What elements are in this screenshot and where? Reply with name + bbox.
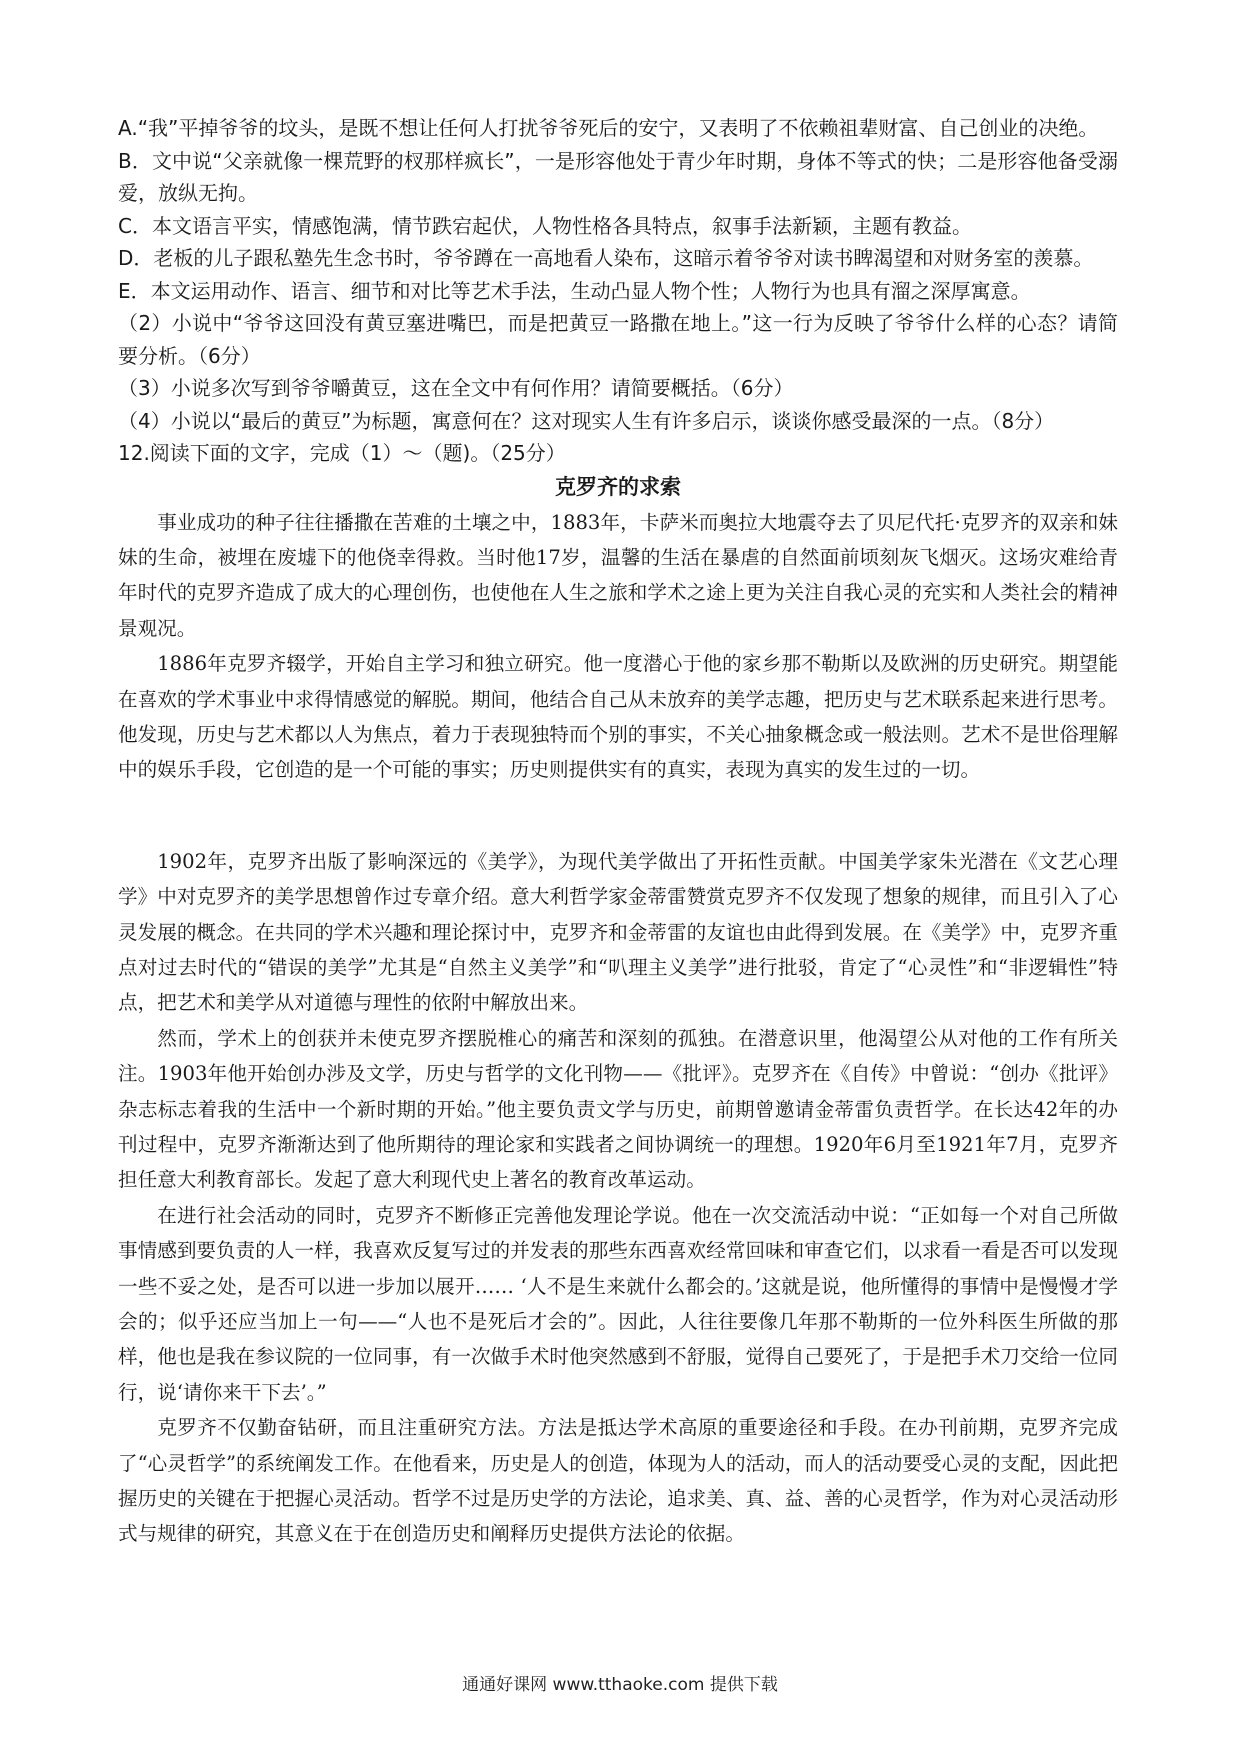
option-e: E．本文运用动作、语言、细节和对比等艺术手法，生动凸显人物个性；人物行为也具有溜之深厚寓意。 — [118, 278, 1031, 303]
passage-paragraph: 事业成功的种子往往播撒在苦难的土壤之中，1883年，卡萨米而奥拉大地震夺去了贝尼代托·克罗齐的双亲和妹妹的生命，被埋在废墟下的他侥幸得救。当时他17岁，温馨的生活在暴虐的自然面前顷刻灰飞烟灭。这场灾难给青年时代的克罗齐造成了成大的心理创伤，也使他在人生之旅和学术之途上更为关注自我心灵的充实和人类社会的精神景观况。 — [118, 510, 1118, 640]
option-a: A.“我”平掉爷爷的坟头，是既不想让任何人打扰爷爷死后的安宁，又表明了不依赖祖辈财富、自己创业的决绝。 — [118, 116, 1099, 140]
passage-paragraph: 克罗齐不仅勤奋钻研，而且注重研究方法。方法是抵达学术高原的重要途径和手段。在办刊前期，克罗齐完成了“心灵哲学”的系统阐发工作。在他看来，历史是人的创造，体现为人的活动，而人的活动要受心灵的支配，因此把握历史的关键在于把握心灵活动。哲学不过是历史学的方法论，追求美、真、益、善的心灵哲学，作为对心灵活动形式与规律的研究，其意义在于在创造历史和阐释历史提供方法论的依据。 — [118, 1416, 1118, 1546]
subquestion-4: （4）小说以“最后的黄豆”为标题，寓意何在？这对现实人生有许多启示，谈谈你感受最深的一点。（8分） — [118, 408, 1055, 433]
question-11-block — [118, 112, 1118, 470]
question-12-prompt: 12.阅读下面的文字，完成（1）～（题)。（25分） — [118, 441, 566, 465]
page-footer: 通通好课网 www.tthaoke.com 提供下载 — [462, 1675, 778, 1695]
option-d: D．老板的儿子跟私塾先生念书时，爷爷蹲在一高地看人染布，这暗示着爷爷对读书睥渴望和对财务室的羡慕。 — [118, 246, 1094, 270]
passage-paragraph: 然而，学术上的创获并未使克罗齐摆脱椎心的痛苦和深刻的孤独。在潜意识里，他渴望公从对他的工作有所关注。1903年他开始创办涉及文学，历史与哲学的文化刊物——《批评》。克罗齐在《自传》中曾说：“创办《批评》杂志标志着我的生活中一个新时期的开始。”他主要负责文学与历史，前期曾邀请金蒂雷负责哲学。在长达42年的办刊过程中，克罗齐渐渐达到了他所期待的理论家和实践者之间协调统一的理想。1920年6月至1921年7月，克罗齐担任意大利教育部长。发起了意大利现代史上著名的教育改革运动。 — [118, 1026, 1118, 1192]
subquestion-3: （3）小说多次写到爷爷嚼黄豆，这在全文中有何作用？请简要概括。（6分） — [118, 376, 794, 400]
passage-paragraph: 在进行社会活动的同时，克罗齐不断修正完善他发理论学说。他在一次交流活动中说：“正如每一个对自己所做事情感到要负责的人一样，我喜欢反复写过的并发表的那些东西喜欢经常回味和审查它们，以求看一看是否可以发现一些不妥之处，是否可以进一步加以展开…… ‘人不是生来就什么都会的。’这就是说，他所懂得的事情中是慢慢才学会的；似乎还应当加上一句——“人也不是死后才会的”。因此，人往往要像几年那不勒斯的一位外科医生所做的那样，他也是我在参议院的一位同事，有一次做手术时他突然感到不舒服，觉得自己要死了，于是把手术刀交给一位同行，说‘请你来干下去’。” — [118, 1203, 1118, 1404]
document-page — [118, 112, 1118, 1552]
passage-body — [118, 505, 1118, 1552]
passage-paragraph: 1886年克罗齐辍学，开始自主学习和独立研究。他一度潜心于他的家乡那不勒斯以及欧洲的历史研究。期望能在喜欢的学术事业中求得情感觉的解脱。期间，他结合自己从未放弃的美学志趣，把历史与艺术联系起来进行思考。他发现，历史与艺术都以人为焦点，着力于表现独特而个别的事实，不关心抽象概念或一般法则。艺术不是世俗理解中的娱乐手段，它创造的是一个可能的事实；历史则提供实有的真实，表现为真实的发生过的一切。 — [118, 652, 1118, 782]
option-b: B．文中说“父亲就像一棵荒野的杈那样疯长”，一是形容他处于青少年时期，身体不等式的快；二是形容他备受溺爱，放纵无拘。 — [118, 148, 1118, 205]
subquestion-2: （2）小说中“爷爷这回没有黄豆塞进嘴巴，而是把黄豆一路撒在地上。”这一行为反映了爷爷什么样的心态？请简要分析。（6分） — [118, 311, 1118, 368]
option-c: C．本文语言平实，情感饱满，情节跌宕起伏，人物性格各具特点，叙事手法新颖，主题有教益。 — [118, 213, 972, 238]
passage-paragraph: 1902年，克罗齐出版了影响深远的《美学》，为现代美学做出了开拓性贡献。中国美学家朱光潜在《文艺心理学》中对克罗齐的美学思想曾作过专章介绍。意大利哲学家金蒂雷赞赏克罗齐不仅发现了想象的规律，而且引入了心灵发展的概念。在共同的学术兴趣和理论探讨中，克罗齐和金蒂雷的友谊也由此得到发展。在《美学》中，克罗齐重点对过去时代的“错误的美学”尤其是“自然主义美学”和“叭理主义美学”进行批驳，肯定了“心灵性”和“非逻辑性”特点，把艺术和美学从对道德与理性的依附中解放出来。 — [118, 849, 1118, 1015]
passage-title: 克罗齐的求索 — [555, 474, 681, 499]
